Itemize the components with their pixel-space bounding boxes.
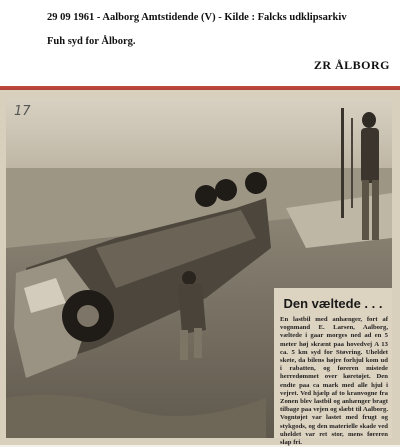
archive-tag: ZR ÅLBORG — [313, 58, 390, 72]
archive-header — [0, 0, 400, 86]
archive-source-line: 29 09 1961 - Aalborg Amtstidende (V) - Kilde : Falcks udklipsarkiv — [47, 12, 347, 23]
caption-body: En lastbil med anhænger, fort af vognmand E. Larsen, Aalborg, væltede i gaar morges ned ad en 5 meter høj skrænt paa hovedvej A 13 ca. 5 km syd for Støvring. Uheldet skete, da bilens højre forhjul kom ud i rabatten, og føreren mistede herredømmet over køretøjet. Den endte paa ca mark med alle hjul i vejret. Ved hjælp af to kranvogne fra Zonen blev lastbil og anhænger bragt tilbage paa vejen og slæbt til Aalborg. Vogntøjet var lastet med frugt og stykgods, og den materielle skade ved uheldet var ret stor, mens føreren slap fri. — [280, 316, 388, 447]
newspaper-clipping — [0, 90, 400, 445]
caption-box — [274, 288, 392, 447]
clipping-paper — [6, 98, 392, 447]
pencil-mark: 17 — [14, 104, 31, 119]
caption-headline: Den væltede . . . — [283, 296, 383, 311]
archive-location-line: Fuh syd for Ålborg. — [47, 36, 136, 47]
